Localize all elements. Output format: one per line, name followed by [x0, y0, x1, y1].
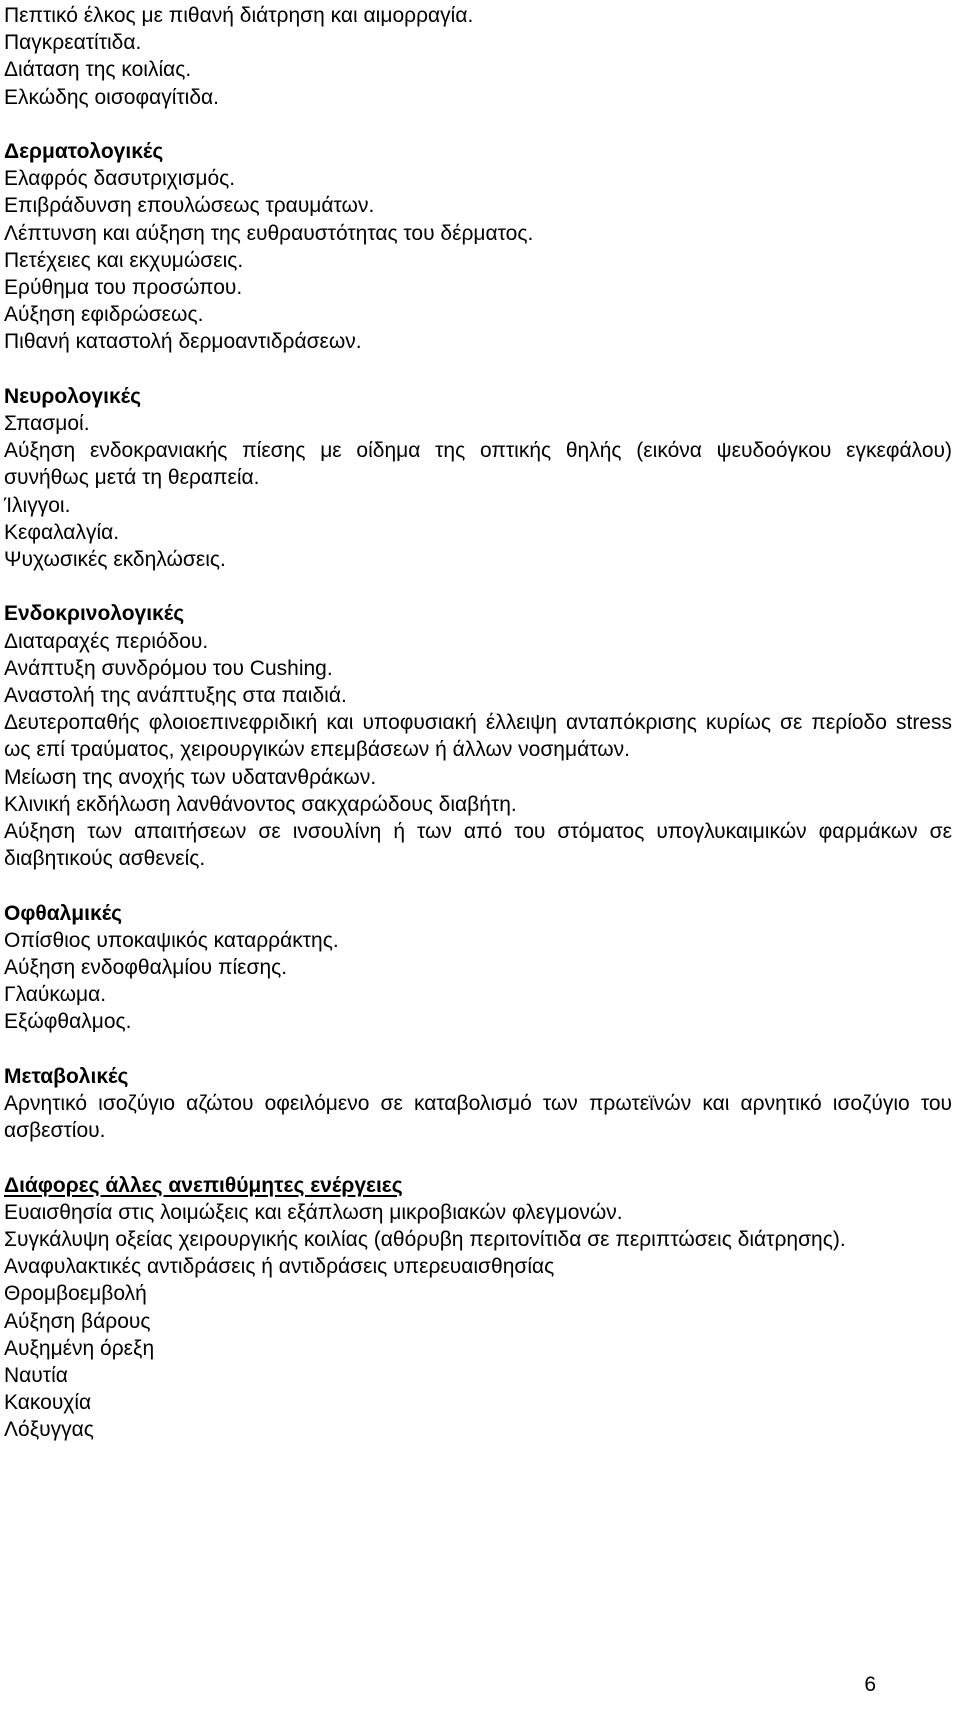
section-heading-metabolic: Μεταβολικές — [4, 1064, 129, 1088]
list-item: Αύξηση ενδοφθαλμίου πίεσης. — [4, 956, 288, 980]
list-item: Αύξηση εφιδρώσεως. — [4, 303, 204, 327]
list-item: Αύξηση ενδοκρανιακής πίεσης με οίδημα της οπτικής θηλής (εικόνα ψευδοόγκου εγκεφάλου) συνήθως μετά τη θεραπεία. — [4, 439, 952, 490]
list-item: Πεπτικό έλκος με πιθανή διάτρηση και αιμορραγία. — [4, 4, 474, 27]
section-heading-endocrine: Ενδοκρινολογικές — [4, 602, 185, 626]
list-item: Ελαφρός δασυτριχισμός. — [4, 167, 236, 191]
list-item: Ερύθημα του προσώπου. — [4, 276, 243, 300]
document-body — [4, 2, 952, 1444]
list-item: Αρνητικό ισοζύγιο αζώτου οφειλόμενο σε καταβολισμό των πρωτεϊνών και αρνητικό ισοζύγιο του ασβεστίου. — [4, 1092, 952, 1143]
section-heading-other-adverse-effects: Διάφορες άλλες ανεπιθύμητες ενέργειες — [4, 1173, 403, 1197]
list-item: Σπασμοί. — [4, 412, 90, 436]
section-gap — [4, 1036, 952, 1063]
list-item: Ευαισθησία στις λοιμώξεις και εξάπλωση μικροβιακών φλεγμονών. — [4, 1200, 623, 1224]
list-item: Ανάπτυξη συνδρόμου του Cushing. — [4, 656, 333, 680]
list-item: Διαταραχές περιόδου. — [4, 629, 209, 653]
list-item: Πιθανή καταστολή δερμοαντιδράσεων. — [4, 330, 362, 354]
list-item: Αύξηση των απαιτήσεων σε ινσουλίνη ή των από του στόματος υπογλυκαιμικών φαρμάκων σε διαβητικούς ασθενείς. — [4, 820, 952, 871]
list-item: Αυξημένη όρεξη — [4, 1336, 155, 1360]
list-item: Αύξηση βάρους — [4, 1309, 151, 1333]
list-item: Συγκάλυψη οξείας χειρουργικής κοιλίας (αθόρυβη περιτονίτιδα σε περιπτώσεις διάτρησης). — [4, 1228, 846, 1252]
section-gap — [4, 573, 952, 600]
list-item: Γλαύκωμα. — [4, 983, 107, 1007]
page-number: 6 — [864, 1673, 876, 1696]
list-item: Οπίσθιος υποκαψικός καταρράκτης. — [4, 928, 339, 952]
list-item: Θρομβοεμβολή — [4, 1282, 147, 1306]
list-item: Εξώφθαλμος. — [4, 1010, 132, 1034]
list-item: Παγκρεατίτιδα. — [4, 31, 142, 55]
list-item: Λόξυγγας — [4, 1418, 94, 1442]
section-gap — [4, 872, 952, 899]
section-heading-neurological: Νευρολογικές — [4, 384, 142, 408]
list-item: Αναφυλακτικές αντιδράσεις ή αντιδράσεις υπερευαισθησίας — [4, 1255, 555, 1279]
section-gap — [4, 356, 952, 383]
list-item: Κεφαλαλγία. — [4, 520, 120, 544]
list-item: Ίλιγγοι. — [4, 493, 71, 517]
list-item: Κακουχία — [4, 1391, 92, 1415]
list-item: Δευτεροπαθής φλοιοεπινεφριδική και υποφυσιακή έλλειψη ανταπόκρισης κυρίως σε περίοδο stress ως επί τραύματος, χειρουργικών επεμβάσεων ή άλλων νοσημάτων. — [4, 711, 952, 762]
list-item: Λέπτυνση και αύξηση της ευθραυστότητας του δέρματος. — [4, 221, 534, 245]
list-item: Επιβράδυνση επουλώσεως τραυμάτων. — [4, 194, 375, 218]
section-gap — [4, 111, 952, 138]
section-gap — [4, 1144, 952, 1171]
list-item: Διάταση της κοιλίας. — [4, 58, 192, 82]
list-item: Κλινική εκδήλωση λανθάνοντος σακχαρώδους διαβήτη. — [4, 792, 517, 816]
section-heading-ophthalmic: Οφθαλμικές — [4, 901, 123, 925]
list-item: Ελκώδης οισοφαγίτιδα. — [4, 85, 220, 109]
section-heading-dermatological: Δερματολογικές — [4, 140, 164, 163]
list-item: Πετέχειες και εκχυμώσεις. — [4, 248, 244, 272]
list-item: Ψυχωσικές εκδηλώσεις. — [4, 548, 226, 572]
list-item: Ναυτία — [4, 1364, 68, 1388]
list-item: Αναστολή της ανάπτυξης στα παιδιά. — [4, 684, 347, 708]
list-item: Μείωση της ανοχής των υδατανθράκων. — [4, 765, 377, 789]
